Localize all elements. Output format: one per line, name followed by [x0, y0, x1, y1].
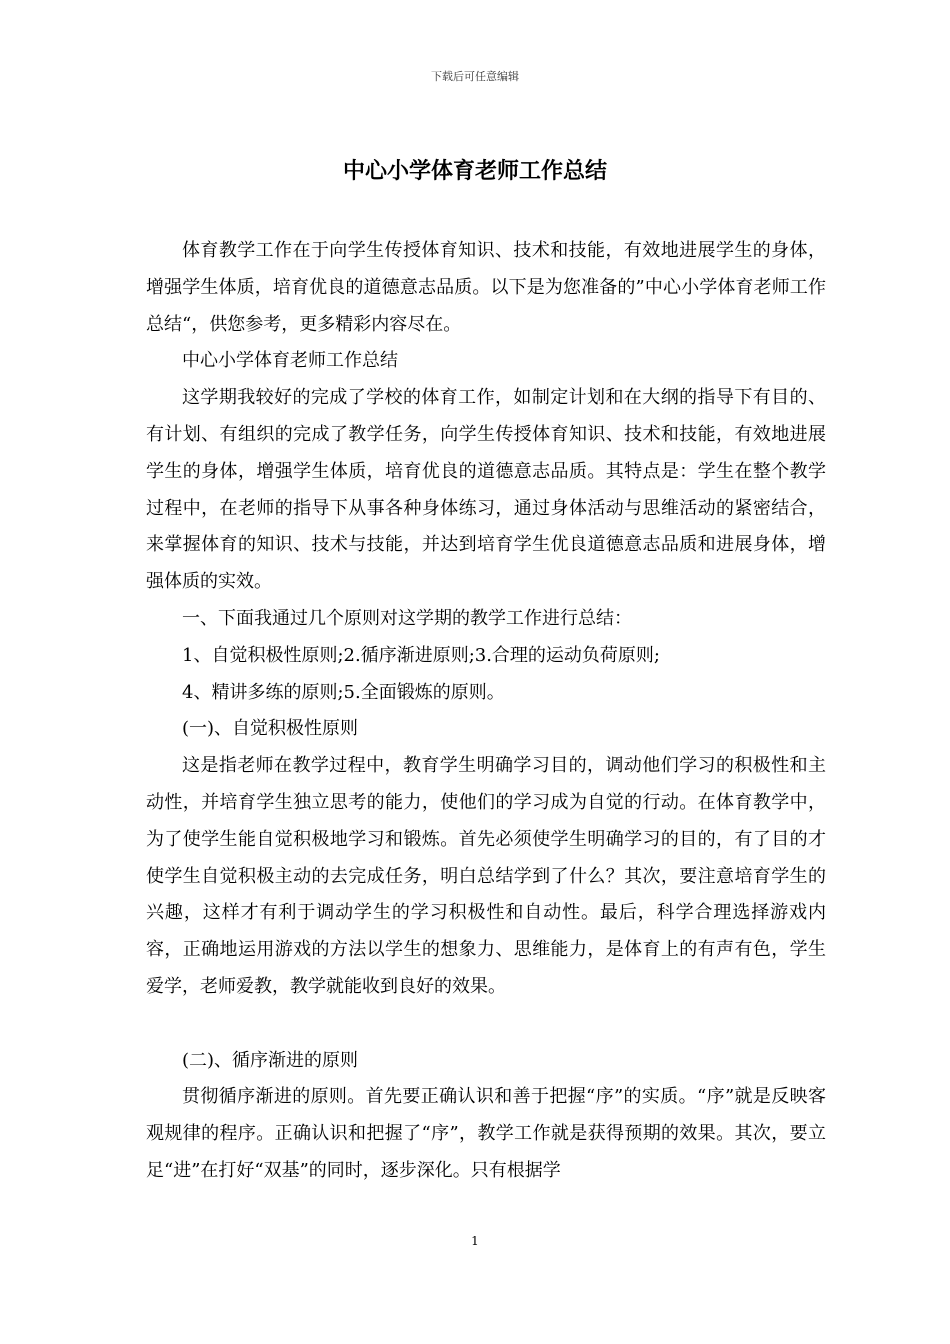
subsection-1-paragraph: 这是指老师在教学过程中，教育学生明确学习目的，调动他们学习的积极性和主动性，并培育学生独立思考的能力，使他们的学习成为自觉的行动。在体育教学中，为了使学生能自觉积极地学习和锻炼。首先必须使学生明确学习的目的，有了目的才使学生自觉积极主动的去完成任务，明白总结学到了什么？其次，要注意培育学生的兴趣，这样才有利于调动学生的学习积极性和自动性。最后，科学合理选择游戏内容，正确地运用游戏的方法以学生的想象力、思维能力，是体育上的有声有色，学生爱学，老师爱教，教学就能收到良好的效果。 — [146, 755, 826, 997]
intro-paragraph: 体育教学工作在于向学生传授体育知识、技术和技能，有效地进展学生的身体，增强学生体质，培育优良的道德意志品质。以下是为您准备的”中心小学体育老师工作总结“，供您参考，更多精彩内容尽在。 — [146, 240, 826, 335]
principles-list-line-1: 1、自觉积极性原则;2.循序渐进原则;3.合理的运动负荷原则; — [182, 644, 660, 666]
page-header-note: 下载后可任意编辑 — [431, 70, 519, 83]
subsection-heading-1: (一)、自觉积极性原则 — [182, 718, 359, 740]
document-title: 中心小学体育老师工作总结 — [342, 159, 607, 184]
principles-list-line-2: 4、精讲多练的原则;5.全面锻炼的原则。 — [182, 681, 505, 703]
subtitle-paragraph: 中心小学体育老师工作总结 — [182, 350, 398, 372]
blank-line — [146, 1006, 826, 1043]
summary-paragraph: 这学期我较好的完成了学校的体育工作，如制定计划和在大纲的指导下有目的、有计划、有组织的完成了教学任务，向学生传授体育知识、技术和技能，有效地进展学生的身体，增强学生体质，培育优良的道德意志品质。其特点是：学生在整个教学过程中，在老师的指导下从事各种身体练习，通过身体活动与思维活动的紧密结合，来掌握体育的知识、技术与技能，并达到培育学生优良道德意志品质和进展身体，增强体质的实效。 — [146, 387, 826, 593]
document-body — [146, 233, 826, 1190]
section-heading-principles: 一、下面我通过几个原则对这学期的教学工作进行总结： — [182, 607, 632, 629]
subsection-heading-2: (二)、循序渐进的原则 — [182, 1049, 359, 1071]
page-number: 1 — [471, 1234, 479, 1248]
subsection-2-paragraph: 贯彻循序渐进的原则。首先要正确认识和善于把握“序”的实质。“序”就是反映客观规律的程序。正确认识和把握了“序”，教学工作就是获得预期的效果。其次，要立足“进”在打好“双基”的同时，逐步深化。只有根据学 — [146, 1086, 826, 1181]
